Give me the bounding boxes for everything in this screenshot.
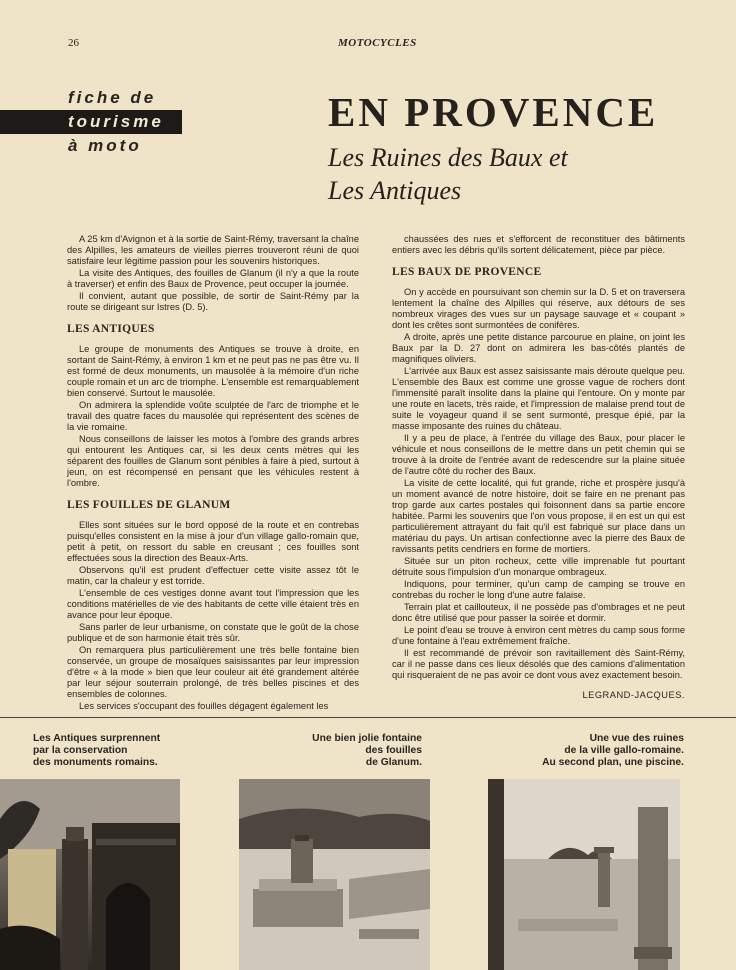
photo-caption-antiques: [33, 733, 233, 769]
paragraph: Terrain plat et caillouteux, il ne possède pas d'ombrages et ne peut donc être utilisé que pour passer la soirée et dormir.: [392, 602, 685, 623]
caption-line: des fouilles: [365, 745, 422, 756]
section-label-line-1: fiche de: [68, 88, 157, 107]
paragraph: Située sur un piton rocheux, cette ville imprenable fut pourtant détruite sous l'impulsion d'un monarque ombrageux.: [392, 556, 685, 577]
paragraph: chaussées des rues et s'efforcent de reconstituer des bâtiments entiers avec les débris qu'ils sortent délicatement, pièce par pièce.: [392, 234, 685, 255]
caption-line: Les Antiques surprennent: [33, 733, 161, 744]
paragraph: La visite de cette localité, qui fut grande, riche et prospère jusqu'à un moment avancé de notre histoire, doit se faire en ne prenant pas trop garde aux cartes postales qui foisonnent dans sa partie encore habitée. Parmi les souvenirs que l'on vous propose, il en est un qui est particulièrement attrayant du fait qu'il est fabriqué sur place dans un matériau du pays. Un artisan confectionne avec la pierre des Baux de ravissants petits cendriers en forme de mortiers.: [392, 478, 685, 554]
paragraph: Sans parler de leur urbanisme, on constate que le goût de la chose publique et de son harmonie était très sûr.: [67, 622, 359, 643]
paragraph: Il y a peu de place, à l'entrée du village des Baux, pour placer le véhicule et nous conseillons de le mettre dans un petit chemin qui se trouve à la droite de l'entrée avant de redescendre sur la plaine située de l'autre côté du rocher des Baux.: [392, 433, 685, 476]
paragraph: Il convient, autant que possible, de sortir de Saint-Rémy par la route se dirigeant sur Istres (D. 5).: [67, 291, 359, 312]
section-label-line-3: à moto: [68, 136, 142, 155]
photo-caption-fountain: [232, 733, 422, 769]
caption-line: de Glanum.: [365, 757, 422, 768]
paragraph: Le point d'eau se trouve à environ cent mètres du camp sous forme d'une fontaine à l'eau extrêmement fraîche.: [392, 625, 685, 646]
paragraph: On y accède en poursuivant son chemin sur la D. 5 et on traversera lentement la chaîne des Alpilles qui réserve, aux détours de ses nombreux virages des vues sur un paysage sauvage et « coupant » dont les crêtes sont surmontées de conifères.: [392, 287, 685, 330]
paragraph: On admirera la splendide voûte sculptée de l'arc de triomphe et le travail des quatre faces du mausolée qui représentent des scènes de la vie romaine.: [67, 400, 359, 432]
running-head: MOTOCYCLES: [338, 37, 417, 49]
article-title: EN PROVENCE: [328, 89, 659, 135]
paragraph: L'arrivée aux Baux est assez saisissante mais déroute quelque peu. L'ensemble des Baux est comme une grosse vague de rochers dont l'immensité paraît insolite dans la plaine qui l'entoure. On y monte par une route en lacets, très raide, et l'impression de malaise prend tout de suite le voyageur quand il se sent surmonté, presque épié, par la masse imposante des ruines du château.: [392, 366, 685, 431]
heading-baux: LES BAUX DE PROVENCE: [392, 266, 542, 278]
paragraph: A 25 km d'Avignon et à la sortie de Saint-Rémy, traversant la chaîne des Alpilles, les amateurs de vieilles pierres trouveront réuni de quoi satisfaire leur légitime passion pour les souvenirs historiques.: [67, 234, 359, 266]
caption-line: Au second plan, une piscine.: [542, 757, 684, 768]
photo-antiques-image: [0, 779, 180, 970]
paragraph: Les services s'occupant des fouilles dégagent également les: [79, 701, 329, 711]
section-label-line-2: tourisme: [0, 110, 182, 134]
caption-line: par la conservation: [33, 745, 128, 756]
page-number: 26: [68, 37, 79, 49]
heading-antiques: LES ANTIQUES: [67, 323, 155, 335]
photo-antiques: [0, 779, 180, 970]
section-label: [0, 86, 182, 158]
photo-ruins-image: [488, 779, 680, 970]
left-column: [67, 234, 359, 713]
caption-line: des monuments romains.: [33, 757, 158, 768]
article-subtitle-line-1: Les Ruines des Baux et: [328, 143, 568, 172]
photo-fountain: [239, 779, 430, 970]
photo-ruins: [488, 779, 680, 970]
paragraph: On remarquera plus particulièrement une très belle fontaine bien conservée, un groupe de mosaïques saisissantes par leur impression d'être « à la mode » bien que leur couleur ait été grandement altérée par leur séjour souterrain prolongé, de très belles piscines et des ensembles de colonnes.: [67, 645, 359, 699]
paragraph: La visite des Antiques, des fouilles de Glanum (il n'y a que la route à traverser) et enfin des Baux de Provence, peut occuper la journée.: [67, 268, 359, 289]
caption-line: Une bien jolie fontaine: [312, 733, 422, 744]
paragraph: Il est recommandé de prévoir son ravitaillement dès Saint-Rémy, car il ne passe dans ces lieux désolés que des camions d'alimentation qui risqueraient de ne pas avoir ce dont vous avez exactement besoin.: [392, 648, 685, 680]
paragraph: Elles sont situées sur le bord opposé de la route et en contrebas puisqu'elles consistent en la mise à jour d'un village gallo-romain que, petit à petit, on ressort du sable en creusant ; ces fouilles sont effectuées sous la direction des Beaux-Arts.: [67, 520, 359, 563]
photo-caption-ruins: [470, 733, 684, 769]
right-column: [392, 234, 685, 702]
paragraph: L'ensemble de ces vestiges donne avant tout l'impression que les conditions matérielles de vie des habitants de cette ville étaient très en avance pour leur époque.: [67, 588, 359, 620]
author-signature: LEGRAND-JACQUES.: [582, 690, 685, 700]
heading-glanum: LES FOUILLES DE GLANUM: [67, 499, 231, 511]
paragraph: Nous conseillons de laisser les motos à l'ombre des grands arbres qui entourent les Antiques car, si les deux cents mètres qui les séparent des fouilles de Glanum sont pénibles à faire à pied, surtout à jeun, on est récompensé en pensant que les véhicules restent à l'ombre.: [67, 434, 359, 488]
paragraph: Indiquons, pour terminer, qu'un camp de camping se trouve en contrebas du rocher le long d'une autre falaise.: [392, 579, 685, 600]
paragraph: A droite, après une petite distance parcourue en plaine, on joint les Baux par la D. 27 dont on admirera les bas-côtés plantés de magnifiques oliviers.: [392, 332, 685, 364]
paragraph: Le groupe de monuments des Antiques se trouve à droite, en sortant de Saint-Rémy, à environ 1 km et ne peut pas ne pas être vu. Il est formé de deux monuments, un mausolée à la mémoire d'un riche couple romain et un arc de triomphe. L'ensemble est remarquablement bien conservé. Surtout le mausolée.: [67, 344, 359, 398]
photo-fountain-image: [239, 779, 430, 970]
paragraph: Observons qu'il est prudent d'effectuer cette visite assez tôt le matin, car la chaleur y est torride.: [67, 565, 359, 586]
divider: [0, 717, 736, 718]
caption-line: de la ville gallo-romaine.: [564, 745, 684, 756]
article-subtitle: [328, 141, 658, 207]
article-subtitle-line-2: Les Antiques: [328, 176, 462, 205]
caption-line: Une vue des ruines: [589, 733, 684, 744]
